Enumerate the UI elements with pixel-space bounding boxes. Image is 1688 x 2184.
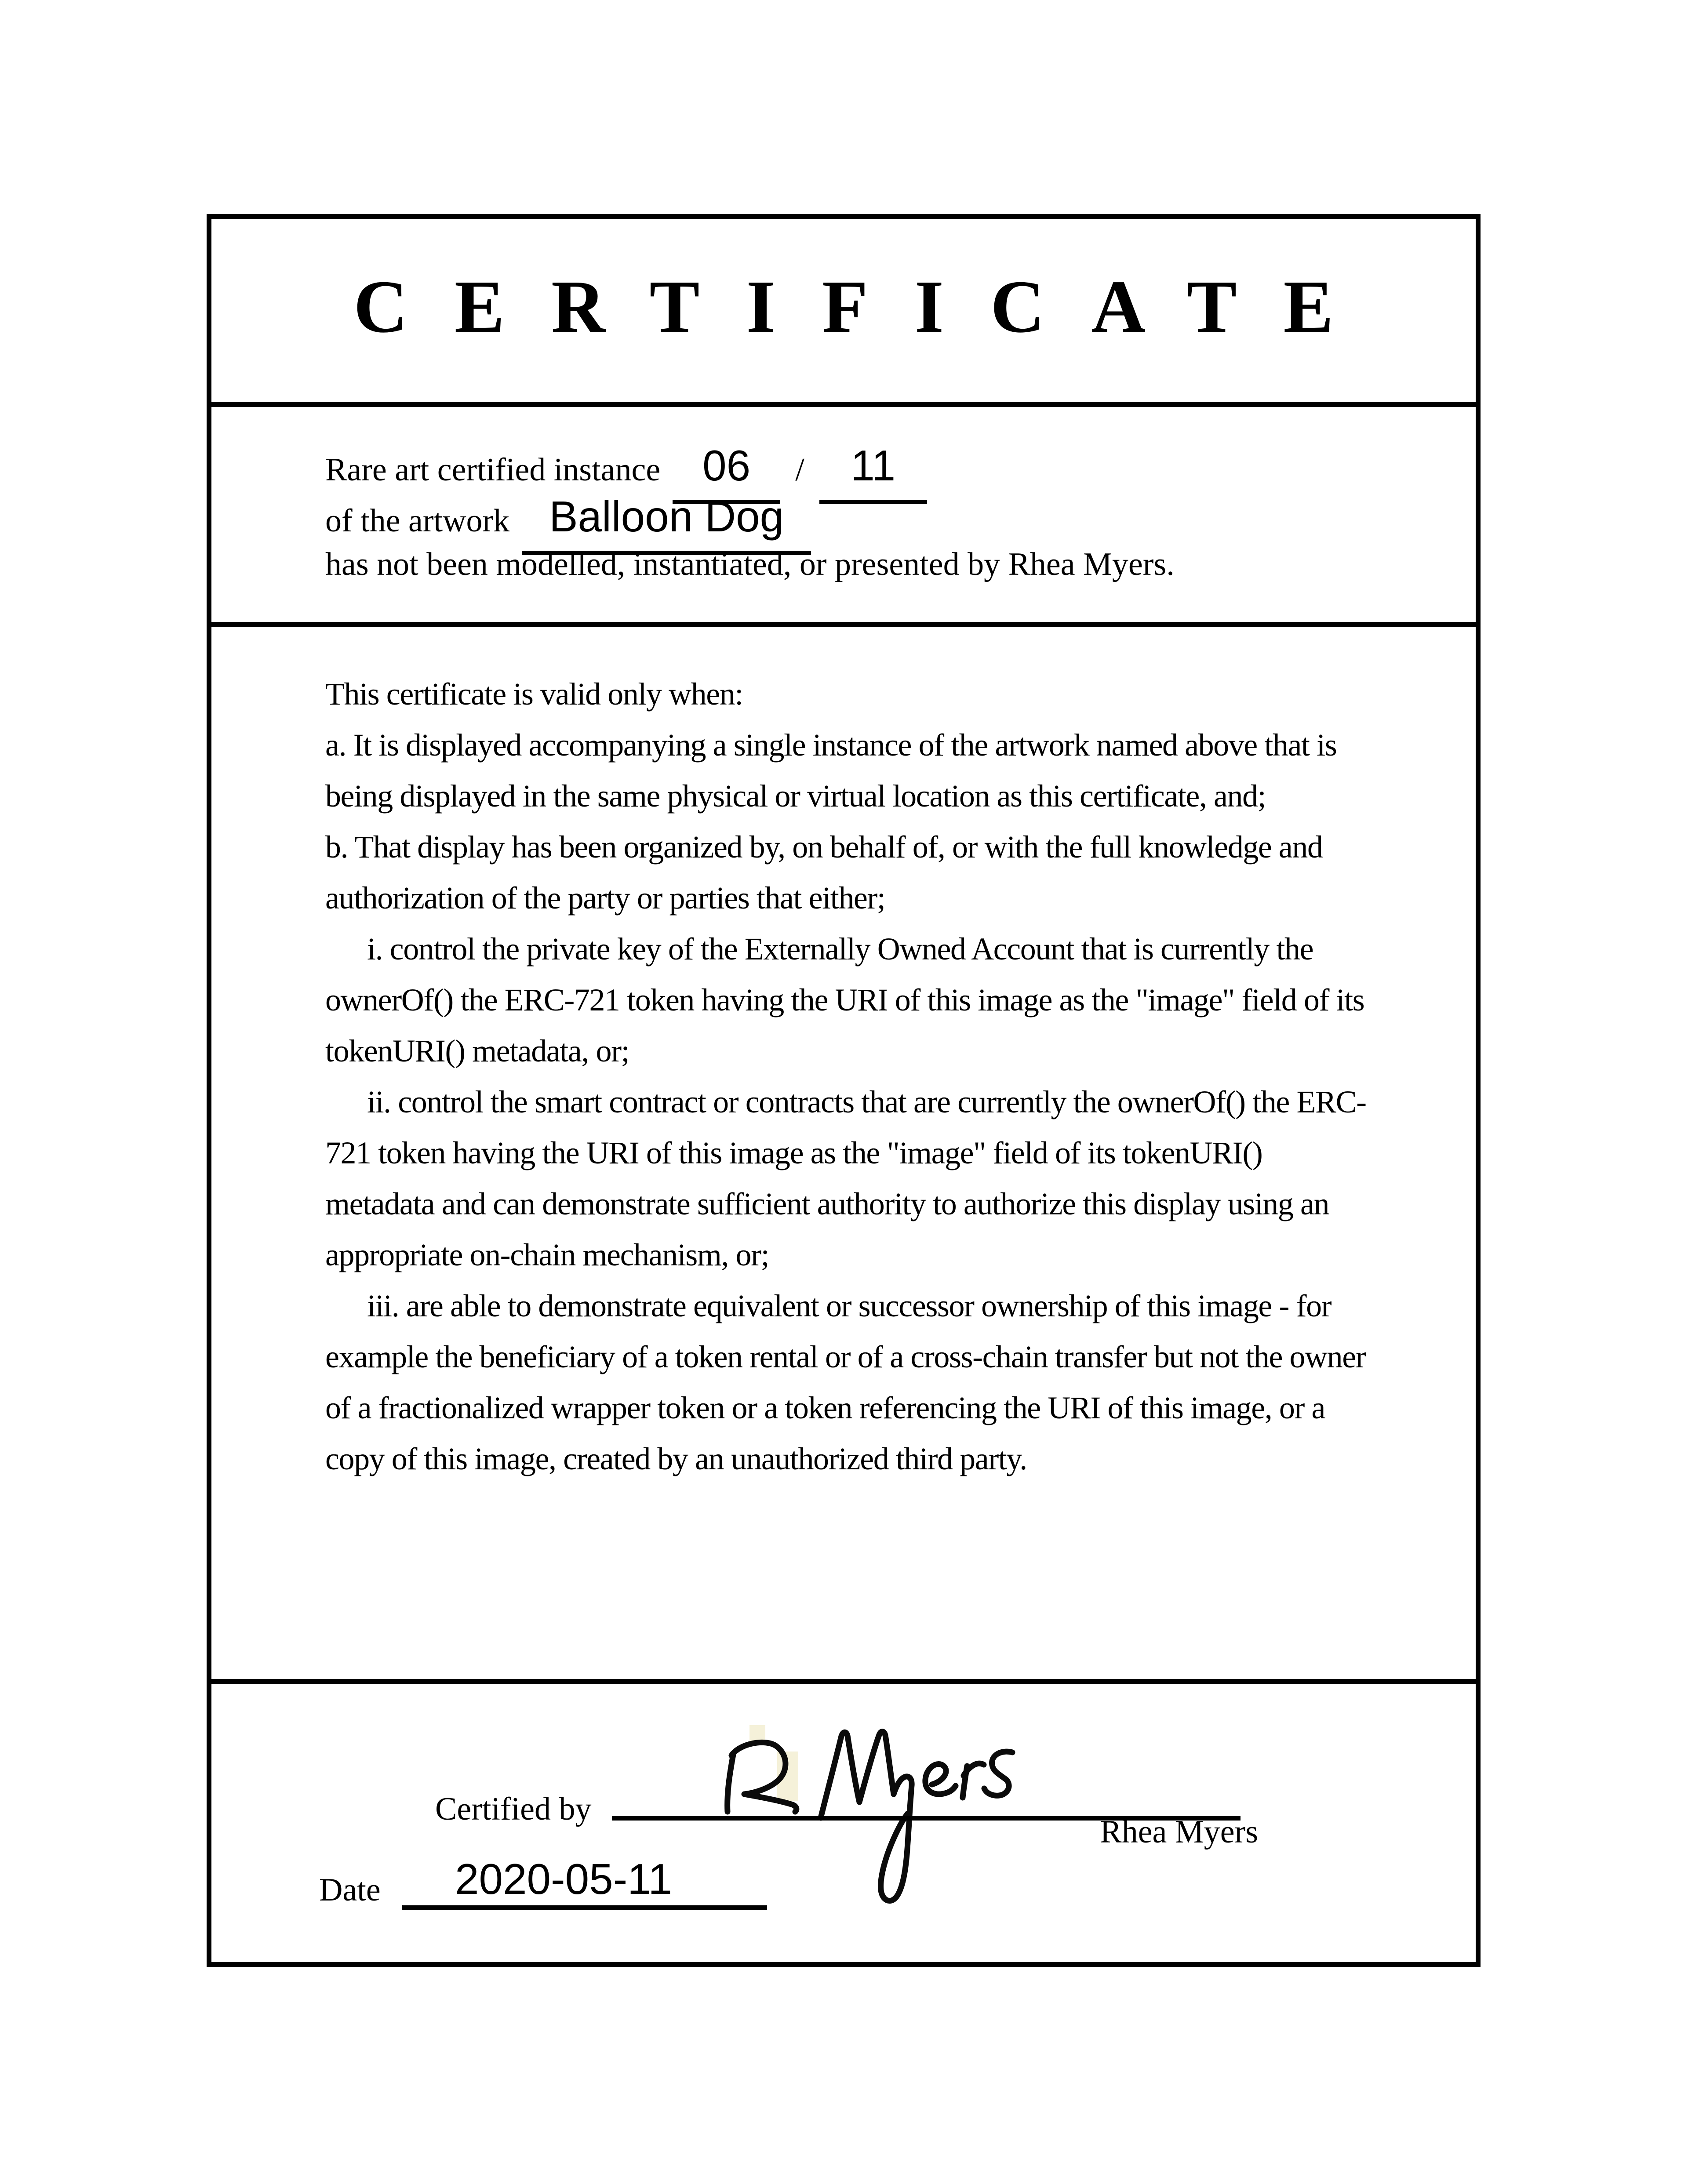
instance-label: Rare art certified instance [325,452,661,488]
instance-number-field: 06 [673,444,780,504]
statement-section [211,407,1476,627]
printed-name: Rhea Myers [1100,1814,1258,1850]
artwork-title-field: Balloon Dog [522,495,811,555]
certificate-title: CERTIFICATE [353,265,1380,348]
date-value: 2020-05-11 [455,1855,673,1903]
certified-by-label: Certified by [435,1791,592,1827]
terms-clause-b-iii: iii. are able to demonstrate equivalent or successor ownership of this image - for example the beneficiary of a token rental or of a cross-chain transfer but not the owner of a fractionalized wrapper token or a token referencing the URI of this image, or a copy of this image, created by an unauthorized third party. [325,1288,1366,1476]
date-line [402,1905,767,1910]
certificate [207,214,1481,1967]
edition-total-field: 11 [819,444,927,504]
signature-section [211,1684,1476,1962]
terms-clause-b-i: i. control the private key of the Externally Owned Account that is currently the ownerOf() the ERC-721 token having the URI of this image as the "image" field of its tokenURI() metadata, or; [325,931,1364,1068]
title-section [211,219,1476,407]
disclaimer-row [325,546,1476,597]
edition-separator: / [795,452,804,488]
instance-row [325,441,1476,495]
date-label: Date [319,1872,381,1908]
terms-clause-b: b. That display has been organized by, on behalf of, or with the full knowledge and authorization of the party or parties that either; [325,829,1323,916]
terms-intro: This certificate is valid only when: [325,676,743,712]
terms-clause-a: a. It is displayed accompanying a single instance of the artwork named above that is being displayed in the same physical or virtual location as this certificate, and; [325,727,1337,814]
terms-clause-b-ii: ii. control the smart contract or contracts that are currently the ownerOf() the ERC-721 token having the URI of this image as the "image" field of its tokenURI() metadata and can demonstrate sufficient authority to authorize this display using an appropriate on-chain mechanism, or; [325,1084,1366,1272]
artwork-label: of the artwork [325,503,510,539]
terms-section [211,627,1476,1684]
disclaimer-text: has not been modelled, instantiated, or presented by Rhea Myers. [325,546,1175,582]
